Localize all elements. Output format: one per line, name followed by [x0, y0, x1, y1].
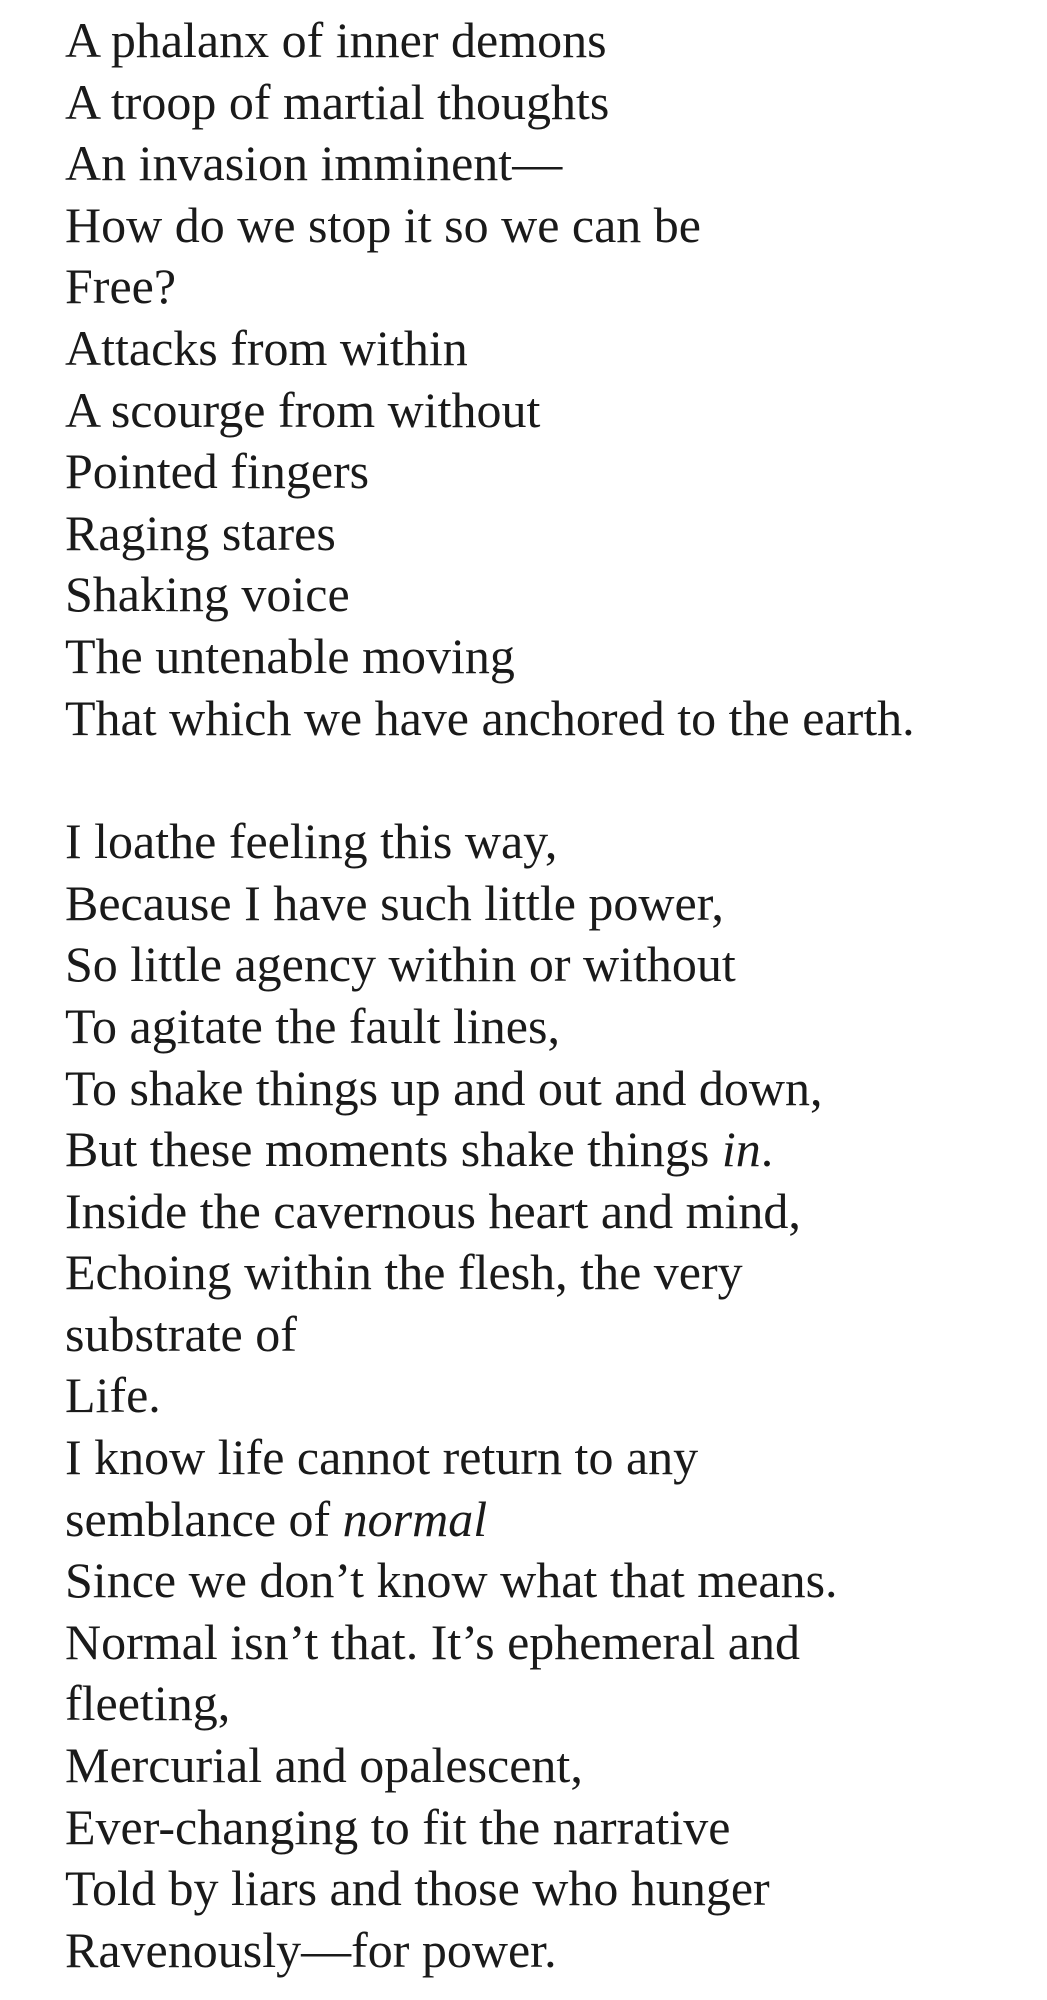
poem-line: Attacks from within — [65, 319, 468, 376]
line-text: . — [760, 1121, 774, 1178]
poem-line: Shaking voice — [65, 566, 350, 623]
italic-emphasis: in — [721, 1121, 761, 1178]
stanza-divider — [65, 749, 1025, 811]
poem-line: A troop of martial thoughts — [65, 73, 610, 130]
poem-line — [65, 1119, 1025, 1181]
poem-line: To agitate the fault lines, — [65, 997, 560, 1054]
poem-line: substrate of — [65, 1305, 297, 1362]
poem-line: Ravenously—for power. — [65, 1921, 557, 1978]
line-text: But these moments shake things — [65, 1121, 722, 1178]
poem-line: Pointed fingers — [65, 443, 370, 500]
poem-line: I know life cannot return to any — [65, 1429, 699, 1486]
italic-emphasis: normal — [342, 1490, 488, 1547]
poem-line: Normal isn’t that. It’s ephemeral and — [65, 1613, 800, 1670]
poem-line: How do we stop it so we can be — [65, 196, 701, 253]
line-text: semblance of — [65, 1490, 343, 1547]
poem-line: The untenable moving — [65, 627, 515, 684]
poem-line: That which we have anchored to the earth. — [65, 689, 915, 746]
poem-line: Ever-changing to fit the narrative — [65, 1798, 731, 1855]
poem-line: fleeting, — [65, 1675, 231, 1732]
poem-line: Mercurial and opalescent, — [65, 1737, 583, 1794]
poem-line: Raging stares — [65, 504, 336, 561]
poem-line: A scourge from without — [65, 381, 541, 438]
stanza-2 — [65, 811, 1025, 1981]
poem-line: So little agency within or without — [65, 936, 736, 993]
poem-body — [65, 10, 1025, 1981]
poem-line: Since we don’t know what that means. — [65, 1552, 838, 1609]
poem-line: Free? — [65, 258, 177, 315]
poem-line — [65, 1489, 1025, 1551]
poem-line: Echoing within the flesh, the very — [65, 1244, 743, 1301]
stanza-1 — [65, 10, 1025, 749]
poem-line: To shake things up and out and down, — [65, 1059, 823, 1116]
poem-line: A phalanx of inner demons — [65, 12, 607, 68]
poem-line: Life. — [65, 1367, 161, 1424]
poem-line: Inside the cavernous heart and mind, — [65, 1182, 801, 1239]
poem-line: Told by liars and those who hunger — [65, 1860, 770, 1917]
poem-line: Because I have such little power, — [65, 874, 724, 931]
poem-line: An invasion imminent— — [65, 135, 563, 192]
poem-line: I loathe feeling this way, — [65, 813, 558, 870]
